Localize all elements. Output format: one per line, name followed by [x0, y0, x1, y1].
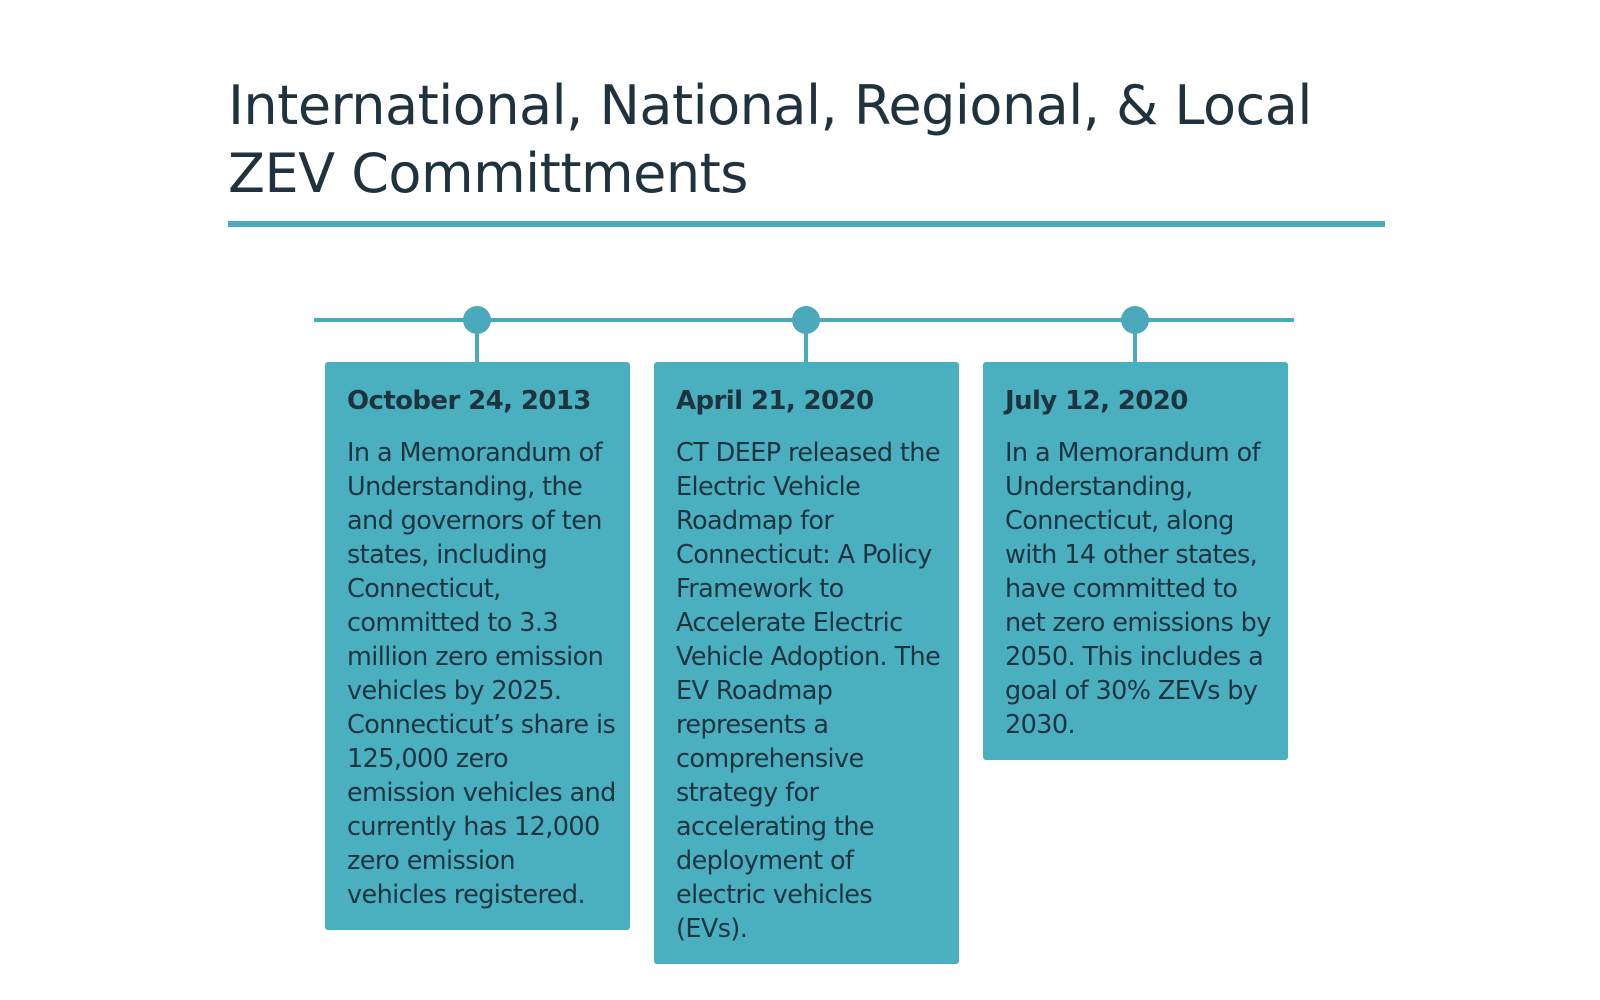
page-title: [228, 72, 1388, 208]
timeline-connector-2: [804, 330, 808, 364]
timeline-card-april-2020: [654, 362, 959, 964]
timeline-card-2013: [325, 362, 630, 930]
page-title-line-2: ZEV Committments: [228, 142, 748, 205]
title-underline: [228, 221, 1385, 227]
event-description: CT DEEP released the Electric Vehicle Roadmap for Connecticut: A Policy Framework to Accelerate Electric Vehicle Adoption. The EV Roadmap represents a comprehensive strategy for accelerating the deployment of electric vehicles (EVs).: [676, 438, 941, 944]
event-description: In a Memorandum of Understanding, the and governors of ten states, including Connecticut, committed to 3.3 million zero emission vehicles by 2025. Connecticut’s share is 125,000 zero emission vehicles and currently has 12,000 zero emission vehicles registered.: [347, 438, 616, 910]
timeline-connector-1: [475, 330, 479, 364]
event-date: April 21, 2020: [676, 386, 874, 416]
timeline-connector-3: [1133, 330, 1137, 364]
event-date: July 12, 2020: [1005, 386, 1188, 416]
event-date: October 24, 2013: [347, 386, 591, 416]
timeline-card-july-2020: [983, 362, 1288, 760]
event-description: In a Memorandum of Understanding, Connecticut, along with 14 other states, have committed to net zero emissions by 2050. This includes a goal of 30% ZEVs by 2030.: [1005, 438, 1271, 740]
page-title-line-1: International, National, Regional, & Local: [228, 74, 1312, 137]
